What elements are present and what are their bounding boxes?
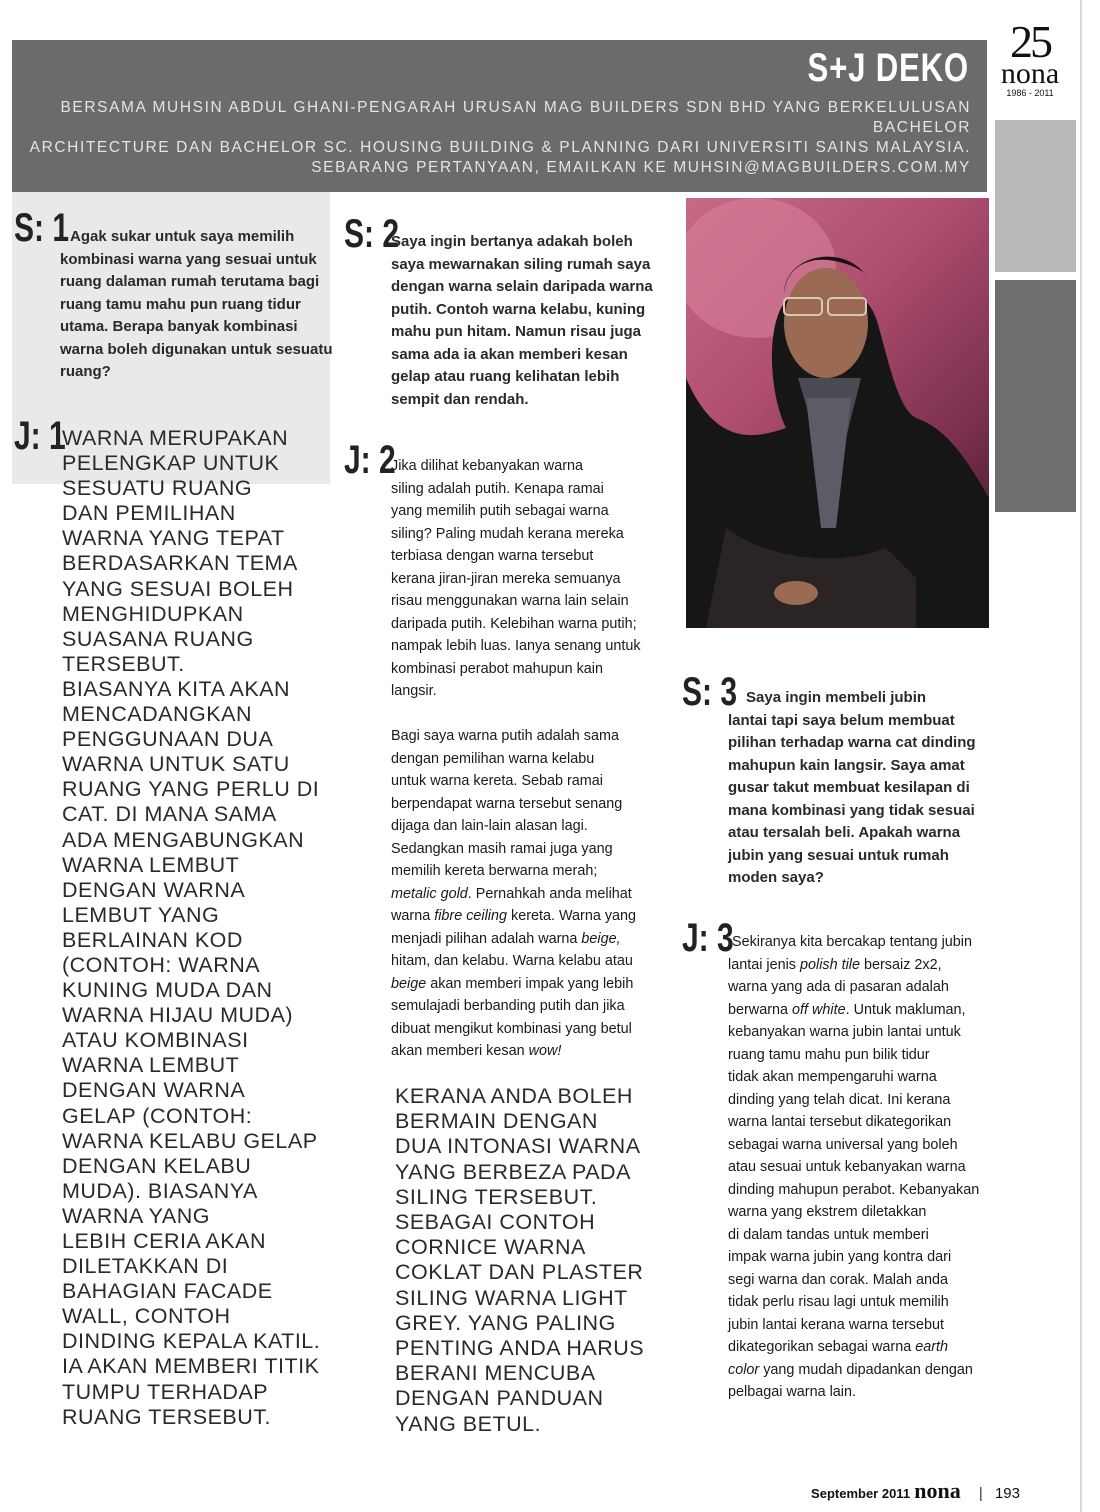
logo-name: nona — [1000, 57, 1060, 90]
answer-2-paragraph-2: Bagi saya warna putih adalah sama dengan pemilihan warna kelabu untuk warna kereta. Sebab ramai berpendapat warna tersebut senang dijaga dan lain-lain alasan lagi. Sedangkan masih ramai juga yang memilih kereta berwarna merah; metalic gold. Pernahkah anda melihat warna fibre ceiling kereta. Warna yang menjadi pilihan adalah warna beige, hitam, dan kelabu. Warna kelabu atau beige akan memberi impak yang lebih semulajadi berbanding putih dan jika dibuat mengikut kombinasi yang betul akan memberi kesan wow! — [391, 728, 637, 1059]
answer-3-label: J: 3 — [682, 916, 734, 960]
section-title: S+J DEKO — [807, 46, 969, 90]
question-3-text: Saya ingin membeli jubin lantai tapi saya belum membuat pilihan terhadap warna cat dinding mahupun kain langsir. Saya amat gusar takut membuat kesilapan di mana kombinasi yang tidak sesuai atau tersalah beli. Apakah warna jubin yang sesuai untuk rumah moden saya? — [728, 689, 976, 886]
nona-25-logo — [995, 16, 1065, 102]
author-portrait-illustration — [686, 198, 989, 628]
answer-2-display-text: KERANA ANDA BOLEH BERMAIN DENGAN DUA INTONASI WARNA YANG BERBEZA PADA SILING TERSEBUT. SEBAGAI CONTOH CORNICE WARNA COKLAT DAN PLASTER SILING WARNA LIGHT GREY. YANG PALING PENTING ANDA HARUS BERANI MENCUBA DENGAN PANDUAN YANG BETUL. — [395, 1084, 645, 1436]
answer-3-text: Sekiranya kita bercakap tentang jubin lantai jenis polish tile bersaiz 2x2, warna yang ada di pasaran adalah berwarna off white. Untuk makluman, kebanyakan warna jubin lantai untuk ruang tamu mahu pun bilik tidur tidak akan mempengaruhi warna dinding yang telah dicat. Ini kerana warna lantai tersebut dikategorikan sebagai warna universal yang boleh atau sesuai untuk kebanyakan warna dinding mahupun perabot. Kebanyakan warna yang ekstrem diletakkan di dalam tandas untuk memberi impak warna jubin yang kontra dari segi warna dan corak. Malah anda tidak perlu risau lagi untuk memilih jubin lantai kerana warna tersebut dikategorikan sebagai warna earth color yang mudah dipadankan dengan pelbagai warna lain. — [728, 934, 980, 1400]
footer-separator: | — [978, 1485, 983, 1502]
question-3-label: S: 3 — [682, 670, 738, 714]
question-2-label: S: 2 — [344, 212, 400, 256]
footer-month: September 2011 — [811, 1486, 911, 1501]
side-tab-light — [995, 120, 1076, 272]
side-tab-dark — [995, 280, 1076, 512]
question-1-text: Agak sukar untuk saya memilih kombinasi warna yang sesuai untuk ruang dalaman rumah terutama bagi ruang tamu mahu pun ruang tidur utama. Berapa banyak kombinasi warna boleh digunakan untuk sesuatu ruang? — [60, 228, 333, 380]
page-footer — [811, 1478, 1020, 1504]
answer-1-text: WARNA MERUPAKAN PELENGKAP UNTUK SESUATU RUANG DAN PEMILIHAN WARNA YANG TEPAT BERDASARKAN TEMA YANG SESUAI BOLEH MENGHIDUPKAN SUASANA RUANG TERSEBUT. BIASANYA KITA AKAN MENCADANGKAN PENGGUNAAN DUA WARNA UNTUK SATU RUANG YANG PERLU DI CAT. DI MANA SAMA ADA MENGABUNGKAN WARNA LEMBUT DENGAN WARNA LEMBUT YANG BERLAINAN KOD (CONTOH: WARNA KUNING MUDA DAN WARNA HIJAU MUDA) ATAU KOMBINASI WARNA LEMBUT DENGAN WARNA GELAP (CONTOH: WARNA KELABU GELAP DENGAN KELABU MUDA). BIASANYA WARNA YANG LEBIH CERIA AKAN DILETAKKAN DI BAHAGIAN FACADE WALL, CONTOH DINDING KEPALA KATIL. IA AKAN MEMBERI TITIK TUMPU TERHADAP RUANG TERSEBUT. — [62, 426, 321, 1429]
header-band — [12, 40, 987, 192]
answer-2-paragraph-1: Jika dilihat kebanyakan warna siling adalah putih. Kenapa ramai yang memilih putih sebagai warna siling? Paling mudah kerana mereka terbiasa dengan warna tersebut kerana jiran-jiran mereka semuanya risau menggunakan warna lain selain daripada putih. Kelebihan warna putih; nampak lebih luas. Ianya senang untuk kombinasi perabot mahupun kain langsir. — [391, 458, 641, 699]
answer-1-label: J: 1 — [14, 414, 66, 458]
author-photo — [686, 198, 989, 628]
page-edge — [1080, 0, 1082, 1512]
logo-number: 25 — [1010, 16, 1050, 67]
header-intro: BERSAMA MUHSIN ABDUL GHANI-PENGARAH URUSAN MAG BUILDERS SDN BHD YANG BERKELULUSAN BACHELOR ARCHITECTURE DAN BACHELOR SC. HOUSING BUILDING & PLANNING DARI UNIVERSITI SAINS MALAYSIA. SEBARANG PERTANYAAN, EMAILKAN KE MUHSIN@MAGBUILDERS.COM.MY — [29, 99, 971, 176]
question-1-label: S: 1 — [14, 206, 70, 250]
logo-years: 1986 - 2011 — [1006, 88, 1054, 98]
footer-magazine: nona — [914, 1478, 961, 1503]
page-number: 193 — [994, 1485, 1020, 1502]
answer-2-label: J: 2 — [344, 438, 396, 482]
question-2-text: Saya ingin bertanya adakah boleh saya mewarnakan siling rumah saya dengan warna selain daripada warna putih. Contoh warna kelabu, kuning mahu pun hitam. Namun risau juga sama ada ia akan memberi kesan gelap atau ruang kelihatan lebih sempit dan rendah. — [391, 233, 653, 408]
